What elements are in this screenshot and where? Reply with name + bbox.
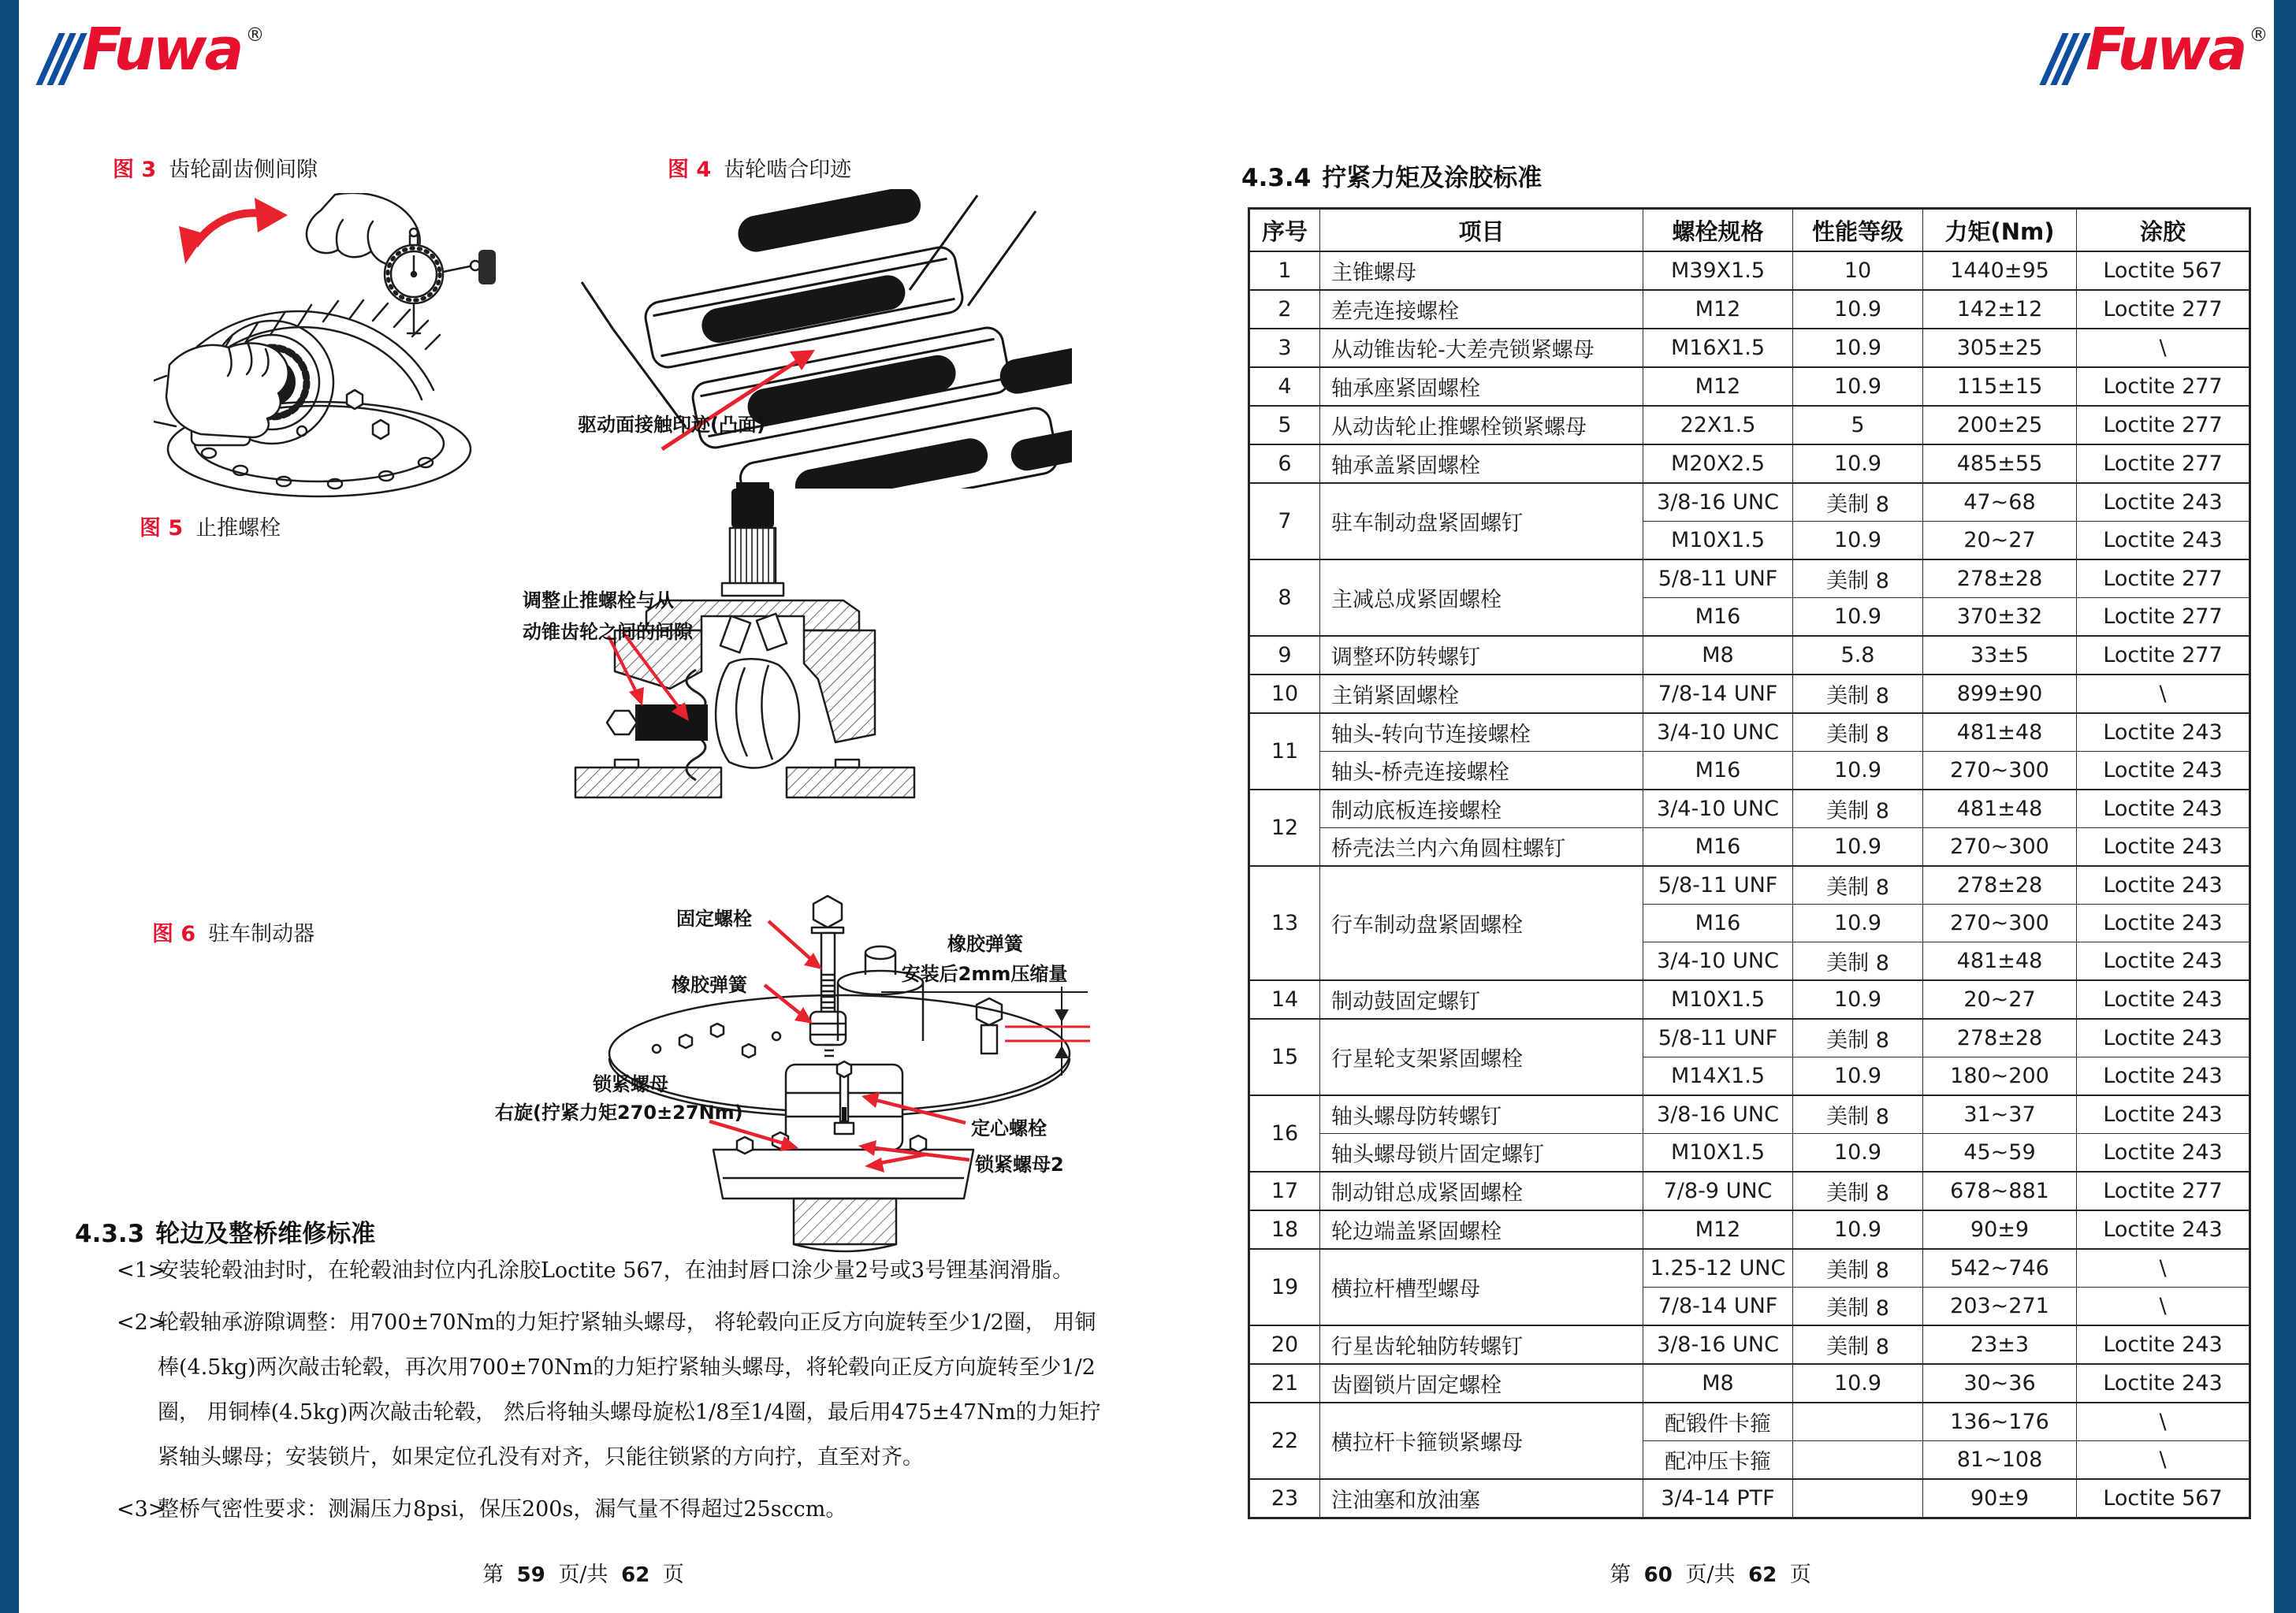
cell-spec: M16 (1643, 828, 1793, 867)
table-header-row (1249, 209, 2250, 252)
table-row (1249, 1095, 2250, 1134)
cell-grade: 10.9 (1793, 980, 1923, 1019)
cell-torque: 115±15 (1923, 367, 2077, 406)
torque-table-wrap (1248, 207, 2251, 1519)
cell-glue: Loctite 567 (2077, 1479, 2250, 1518)
cell-glue: Loctite 277 (2077, 290, 2250, 329)
table-row (1249, 752, 2250, 790)
cell-torque: 203~271 (1923, 1288, 2077, 1326)
cell-spec: M16 (1643, 905, 1793, 942)
cell-grade: 美制 8 (1793, 1249, 1923, 1288)
table-row (1249, 444, 2250, 483)
cell-seq: 5 (1249, 406, 1320, 444)
cell-spec: 7/8-14 UNF (1643, 1288, 1793, 1326)
figure4-tag: 图 4 (668, 158, 712, 182)
cell-torque: 270~300 (1923, 905, 2077, 942)
cell-torque: 142±12 (1923, 290, 2077, 329)
table-row (1249, 1172, 2250, 1210)
cell-spec: M20X2.5 (1643, 444, 1793, 483)
cell-glue: Loctite 243 (2077, 1364, 2250, 1403)
cell-seq: 7 (1249, 483, 1320, 559)
cell-grade: 10.9 (1793, 1134, 1923, 1173)
cell-torque: 136~176 (1923, 1403, 2077, 1441)
cell-torque: 899±90 (1923, 675, 2077, 713)
section-title: 拧紧力矩及涂胶标准 (1322, 164, 1542, 192)
cell-glue: Loctite 243 (2077, 790, 2250, 828)
cell-torque: 90±9 (1923, 1210, 2077, 1249)
cell-item: 制动底板连接螺栓 (1320, 790, 1643, 828)
cell-grade: 5.8 (1793, 636, 1923, 675)
cell-torque: 90±9 (1923, 1479, 2077, 1518)
cell-spec: 3/4-10 UNC (1643, 713, 1793, 752)
cell-spec: 3/4-14 PTF (1643, 1479, 1793, 1518)
cell-grade: 美制 8 (1793, 483, 1923, 522)
table-row (1249, 1134, 2250, 1173)
figure3-caption-text: 齿轮副齿侧间隙 (169, 158, 318, 182)
cell-spec: M14X1.5 (1643, 1057, 1793, 1096)
registered-mark: ® (245, 24, 265, 46)
section-title: 轮边及整桥维修标准 (155, 1220, 376, 1248)
figure4-caption-text: 齿轮啮合印迹 (724, 158, 852, 182)
cell-torque: 47~68 (1923, 483, 2077, 522)
cell-seq: 6 (1249, 444, 1320, 483)
cell-glue: \ (2077, 1441, 2250, 1480)
table-header-cell: 序号 (1249, 209, 1320, 252)
cell-spec: 5/8-11 UNF (1643, 866, 1793, 905)
table-row (1249, 980, 2250, 1019)
logo-wordmark: Fuwa (2086, 16, 2246, 84)
cell-torque: 278±28 (1923, 559, 2077, 598)
table-row (1249, 1210, 2250, 1249)
registered-mark: ® (2249, 24, 2268, 46)
footer-total-pages: 62 (621, 1563, 650, 1587)
cell-seq: 11 (1249, 713, 1320, 790)
table-row (1249, 1364, 2250, 1403)
para-marker: <1> (117, 1258, 166, 1283)
fuwa-logo (47, 16, 265, 85)
cell-seq: 23 (1249, 1479, 1320, 1518)
cell-item: 横拉杆卡箍锁紧螺母 (1320, 1403, 1643, 1479)
cell-torque: 180~200 (1923, 1057, 2077, 1096)
cell-torque: 270~300 (1923, 752, 2077, 790)
cell-seq: 20 (1249, 1325, 1320, 1364)
cell-torque: 481±48 (1923, 942, 2077, 981)
fig6-fixing-bolt-label: 固定螺栓 (676, 908, 752, 930)
cell-grade: 美制 8 (1793, 675, 1923, 713)
cell-torque: 481±48 (1923, 790, 2077, 828)
cell-item: 从动锥齿轮-大差壳锁紧螺母 (1320, 329, 1643, 367)
cell-glue: Loctite 243 (2077, 752, 2250, 790)
cell-torque: 20~27 (1923, 980, 2077, 1019)
cell-item: 主减总成紧固螺栓 (1320, 559, 1643, 636)
cell-torque: 33±5 (1923, 636, 2077, 675)
cell-spec: M12 (1643, 1210, 1793, 1249)
figure3-caption (113, 152, 318, 183)
para-line: 安装轮毂油封时，在轮毂油封位内孔涂胶Loctite 567，在油封唇口涂少量2号或3号锂基润滑脂。 (158, 1258, 1074, 1283)
cell-seq: 22 (1249, 1403, 1320, 1479)
page-edge-band-left (0, 0, 19, 1613)
cell-item: 差壳连接螺栓 (1320, 290, 1643, 329)
cell-seq: 21 (1249, 1364, 1320, 1403)
note-item (117, 1251, 1141, 1296)
cell-grade: 10.9 (1793, 905, 1923, 942)
figure4-caption (668, 152, 851, 183)
para-lines (158, 1490, 1141, 1535)
cell-seq: 1 (1249, 251, 1320, 290)
cell-spec: M8 (1643, 1364, 1793, 1403)
cell-torque: 200±25 (1923, 406, 2077, 444)
cell-seq: 12 (1249, 790, 1320, 866)
cell-glue: Loctite 277 (2077, 598, 2250, 637)
cell-item: 制动鼓固定螺钉 (1320, 980, 1643, 1019)
figure3-backlash-drawing (154, 193, 508, 508)
table-row (1249, 675, 2250, 713)
table-header-cell: 螺栓规格 (1643, 209, 1793, 252)
cell-grade: 10.9 (1793, 367, 1923, 406)
cell-grade: 10.9 (1793, 444, 1923, 483)
para-line: 紧轴头螺母；安装锁片，如果定位孔没有对齐，只能往锁紧的方向拧，直至对齐。 (158, 1445, 924, 1470)
table-row (1249, 1479, 2250, 1518)
cell-item: 桥壳法兰内六角圆柱螺钉 (1320, 828, 1643, 867)
cell-glue: Loctite 277 (2077, 444, 2250, 483)
left-page-footer (20, 1557, 1147, 1588)
fig5-adjust-label (523, 585, 693, 648)
cell-spec: 3/8-16 UNC (1643, 1325, 1793, 1364)
cell-glue: \ (2077, 675, 2250, 713)
cell-spec: 22X1.5 (1643, 406, 1793, 444)
footer-suffix: 页 (1789, 1563, 1811, 1587)
footer-prefix: 第 (1609, 1563, 1632, 1587)
footer-page-number: 60 (1643, 1563, 1673, 1587)
cell-grade: 美制 8 (1793, 866, 1923, 905)
table-header-cell: 涂胶 (2077, 209, 2250, 252)
cell-torque: 370±32 (1923, 598, 2077, 637)
cell-torque: 481±48 (1923, 713, 2077, 752)
fig6-rubber-spring-right-label: 橡胶弹簧 (947, 933, 1023, 955)
cell-torque: 23±3 (1923, 1325, 2077, 1364)
cell-torque: 678~881 (1923, 1172, 2077, 1210)
cell-spec: M12 (1643, 367, 1793, 406)
cell-grade: 10.9 (1793, 290, 1923, 329)
cell-item: 驻车制动盘紧固螺钉 (1320, 483, 1643, 559)
cell-item: 轴头螺母防转螺钉 (1320, 1095, 1643, 1134)
cell-grade: 5 (1793, 406, 1923, 444)
cell-item: 齿圈锁片固定螺栓 (1320, 1364, 1643, 1403)
cell-spec: M8 (1643, 636, 1793, 675)
cell-spec: 3/4-10 UNC (1643, 790, 1793, 828)
footer-total-pages: 62 (1748, 1563, 1777, 1587)
cell-spec: 配锻件卡箍 (1643, 1403, 1793, 1441)
cell-glue: Loctite 277 (2077, 367, 2250, 406)
cell-spec: M10X1.5 (1643, 522, 1793, 560)
cell-spec: 3/8-16 UNC (1643, 483, 1793, 522)
logo-slashes-icon (2039, 33, 2090, 85)
footer-prefix: 第 (482, 1563, 504, 1587)
section-number: 4.3.4 (1241, 164, 1312, 192)
maintenance-notes (117, 1251, 1141, 1542)
cell-glue: Loctite 243 (2077, 866, 2250, 905)
cell-glue: Loctite 243 (2077, 1210, 2250, 1249)
figure4-contact-pattern-drawing (567, 189, 1072, 489)
cell-spec: M10X1.5 (1643, 1134, 1793, 1173)
table-row (1249, 406, 2250, 444)
cell-spec: 5/8-11 UNF (1643, 559, 1793, 598)
cell-grade: 10.9 (1793, 752, 1923, 790)
cell-spec: 3/4-10 UNC (1643, 942, 1793, 981)
cell-spec: 5/8-11 UNF (1643, 1019, 1793, 1057)
cell-glue: Loctite 243 (2077, 483, 2250, 522)
table-row (1249, 1325, 2250, 1364)
cell-glue: \ (2077, 1288, 2250, 1326)
cell-torque: 278±28 (1923, 1019, 2077, 1057)
footer-page-number: 59 (516, 1563, 545, 1587)
cell-grade (1793, 1441, 1923, 1480)
cell-seq: 14 (1249, 980, 1320, 1019)
cell-item: 主锥螺母 (1320, 251, 1643, 290)
cell-spec: M16 (1643, 752, 1793, 790)
fuwa-logo-right (2051, 16, 2268, 85)
cell-spec: M12 (1643, 290, 1793, 329)
cell-item: 行星轮支架紧固螺栓 (1320, 1019, 1643, 1095)
cell-seq: 4 (1249, 367, 1320, 406)
cell-seq: 9 (1249, 636, 1320, 675)
cell-seq: 18 (1249, 1210, 1320, 1249)
table-header-cell: 力矩(Nm) (1923, 209, 2077, 252)
table-row (1249, 1019, 2250, 1057)
cell-grade (1793, 1479, 1923, 1518)
note-item (117, 1490, 1141, 1535)
fig6-lock-nut-label: 锁紧螺母 (593, 1073, 668, 1095)
cell-torque: 20~27 (1923, 522, 2077, 560)
footer-mid: 页/共 (1685, 1563, 1736, 1587)
cell-grade: 美制 8 (1793, 790, 1923, 828)
cell-glue: Loctite 243 (2077, 1325, 2250, 1364)
cell-grade: 10.9 (1793, 522, 1923, 560)
cell-glue: Loctite 243 (2077, 980, 2250, 1019)
cell-glue: Loctite 243 (2077, 905, 2250, 942)
cell-item: 轴头-转向节连接螺栓 (1320, 713, 1643, 752)
cell-grade: 10.9 (1793, 1210, 1923, 1249)
table-row (1249, 251, 2250, 290)
cell-seq: 17 (1249, 1172, 1320, 1210)
cell-torque: 45~59 (1923, 1134, 2077, 1173)
cell-grade (1793, 1403, 1923, 1441)
table-row (1249, 329, 2250, 367)
table-row (1249, 290, 2250, 329)
table-row (1249, 559, 2250, 598)
figure5-tag: 图 5 (140, 516, 184, 541)
figure3-tag: 图 3 (113, 158, 157, 182)
cell-item: 轮边端盖紧固螺栓 (1320, 1210, 1643, 1249)
para-line: 轮毂轴承游隙调整：用700±70Nm的力矩拧紧轴头螺母， 将轮毂向正反方向旋转至少1/2圈， 用铜 (158, 1310, 1096, 1335)
cell-grade: 10.9 (1793, 329, 1923, 367)
footer-suffix: 页 (662, 1563, 684, 1587)
cell-torque: 81~108 (1923, 1441, 2077, 1480)
cell-glue: Loctite 243 (2077, 1057, 2250, 1096)
cell-seq: 19 (1249, 1249, 1320, 1325)
cell-grade: 10 (1793, 251, 1923, 290)
cell-glue: \ (2077, 1403, 2250, 1441)
fig5-adjust-label-line2: 动锥齿轮之间的间隙 (523, 621, 693, 643)
section-4-3-3-heading (75, 1213, 375, 1249)
cell-item: 轴头-桥壳连接螺栓 (1320, 752, 1643, 790)
cell-glue: Loctite 243 (2077, 1019, 2250, 1057)
table-header-cell: 性能等级 (1793, 209, 1923, 252)
cell-spec: 配冲压卡箍 (1643, 1441, 1793, 1480)
fig4-contact-label: 驱动面接触印迹(凸面) (578, 414, 765, 436)
cell-item: 从动齿轮止推螺栓锁紧螺母 (1320, 406, 1643, 444)
fig6-lock-nut2-label: 锁紧螺母2 (975, 1154, 1064, 1176)
cell-torque: 1440±95 (1923, 251, 2077, 290)
cell-seq: 16 (1249, 1095, 1320, 1172)
cell-glue: Loctite 243 (2077, 522, 2250, 560)
cell-spec: 3/8-16 UNC (1643, 1095, 1793, 1134)
cell-glue: \ (2077, 329, 2250, 367)
para-lines (158, 1303, 1141, 1483)
cell-glue: \ (2077, 1249, 2250, 1288)
cell-torque: 305±25 (1923, 329, 2077, 367)
cell-seq: 10 (1249, 675, 1320, 713)
cell-item: 调整环防转螺钉 (1320, 636, 1643, 675)
cell-glue: Loctite 277 (2077, 406, 2250, 444)
cell-glue: Loctite 243 (2077, 1095, 2250, 1134)
cell-torque: 542~746 (1923, 1249, 2077, 1288)
fig6-compression-label: 安装后2mm压缩量 (881, 958, 1088, 993)
cell-torque: 30~36 (1923, 1364, 2077, 1403)
cell-grade: 美制 8 (1793, 1325, 1923, 1364)
figure6-caption (152, 916, 314, 947)
cell-glue: Loctite 277 (2077, 1172, 2250, 1210)
cell-glue: Loctite 567 (2077, 251, 2250, 290)
cell-item: 制动钳总成紧固螺栓 (1320, 1172, 1643, 1210)
cell-grade: 10.9 (1793, 1364, 1923, 1403)
figure6-caption-text: 驻车制动器 (208, 922, 315, 946)
footer-mid: 页/共 (558, 1563, 608, 1587)
page-edge-band-right (2274, 0, 2296, 1613)
right-page-footer (1147, 1557, 2274, 1588)
logo-slashes-icon (35, 33, 87, 85)
table-header-cell: 项目 (1320, 209, 1643, 252)
cell-spec: 7/8-9 UNC (1643, 1172, 1793, 1210)
table-row (1249, 1403, 2250, 1441)
section-4-3-4-heading (1241, 158, 1542, 193)
fig6-rubber-spring-label: 橡胶弹簧 (672, 974, 747, 996)
cell-item: 行车制动盘紧固螺栓 (1320, 866, 1643, 980)
cell-item: 横拉杆槽型螺母 (1320, 1249, 1643, 1325)
figure5-caption-text: 止推螺栓 (195, 516, 281, 541)
para-line: 棒(4.5kg)两次敲击轮毂，再次用700±70Nm的力矩拧紧轴头螺母，将轮毂向正反方向旋转至少1/2 (158, 1355, 1096, 1380)
torque-table (1248, 207, 2251, 1519)
cell-torque: 270~300 (1923, 828, 2077, 867)
para-marker: <3> (117, 1497, 166, 1522)
cell-grade: 美制 8 (1793, 1019, 1923, 1057)
cell-torque: 485±55 (1923, 444, 2077, 483)
section-number: 4.3.3 (75, 1220, 145, 1248)
cell-glue: Loctite 243 (2077, 828, 2250, 867)
table-row (1249, 790, 2250, 828)
para-line: 圈， 用铜棒(4.5kg)两次敲击轮毂， 然后将轴头螺母旋松1/8至1/4圈，最后用475±47Nm的力矩拧 (158, 1400, 1101, 1425)
cell-spec: 7/8-14 UNF (1643, 675, 1793, 713)
cell-spec: M39X1.5 (1643, 251, 1793, 290)
cell-grade: 美制 8 (1793, 1172, 1923, 1210)
para-line: 整桥气密性要求：测漏压力8psi，保压200s，漏气量不得超过25sccm。 (158, 1497, 847, 1522)
fig6-centering-bolt-label: 定心螺栓 (971, 1117, 1047, 1139)
figure5-caption (140, 511, 281, 541)
table-row (1249, 636, 2250, 675)
cell-seq: 15 (1249, 1019, 1320, 1095)
fig5-adjust-label-line1: 调整止推螺栓与从 (523, 589, 674, 611)
note-item (117, 1303, 1141, 1483)
cell-grade: 10.9 (1793, 828, 1923, 867)
cell-spec: M16X1.5 (1643, 329, 1793, 367)
logo-wordmark: Fuwa (82, 16, 242, 84)
cell-item: 主销紧固螺栓 (1320, 675, 1643, 713)
cell-item: 注油塞和放油塞 (1320, 1479, 1643, 1518)
table-row (1249, 713, 2250, 752)
table-row (1249, 483, 2250, 522)
fig6-lock-nut-torque-label: 右旋(拧紧力矩270±27Nm) (495, 1102, 743, 1124)
cell-seq: 2 (1249, 290, 1320, 329)
cell-grade: 美制 8 (1793, 942, 1923, 981)
cell-glue: Loctite 243 (2077, 713, 2250, 752)
rotate-arrow-icon (179, 198, 288, 264)
cell-item: 行星齿轮轴防转螺钉 (1320, 1325, 1643, 1364)
cell-glue: Loctite 243 (2077, 1134, 2250, 1173)
cell-item: 轴承盖紧固螺栓 (1320, 444, 1643, 483)
cell-seq: 8 (1249, 559, 1320, 636)
cell-grade: 美制 8 (1793, 1288, 1923, 1326)
cell-torque: 278±28 (1923, 866, 2077, 905)
cell-spec: 1.25-12 UNC (1643, 1249, 1793, 1288)
cell-seq: 13 (1249, 866, 1320, 980)
cell-grade: 美制 8 (1793, 713, 1923, 752)
cell-item: 轴承座紧固螺栓 (1320, 367, 1643, 406)
cell-grade: 10.9 (1793, 598, 1923, 637)
para-lines (158, 1251, 1141, 1296)
cell-grade: 10.9 (1793, 1057, 1923, 1096)
cell-torque: 31~37 (1923, 1095, 2077, 1134)
cell-seq: 3 (1249, 329, 1320, 367)
cell-item: 轴头螺母锁片固定螺钉 (1320, 1134, 1643, 1173)
cell-spec: M16 (1643, 598, 1793, 637)
table-row (1249, 866, 2250, 905)
table-row (1249, 828, 2250, 867)
para-marker: <2> (117, 1310, 166, 1335)
cell-spec: M10X1.5 (1643, 980, 1793, 1019)
cell-grade: 美制 8 (1793, 1095, 1923, 1134)
cell-glue: Loctite 277 (2077, 559, 2250, 598)
table-row (1249, 367, 2250, 406)
table-row (1249, 1249, 2250, 1288)
figure6-tag: 图 6 (152, 922, 196, 946)
cell-grade: 美制 8 (1793, 559, 1923, 598)
cell-glue: Loctite 243 (2077, 942, 2250, 981)
cell-glue: Loctite 277 (2077, 636, 2250, 675)
